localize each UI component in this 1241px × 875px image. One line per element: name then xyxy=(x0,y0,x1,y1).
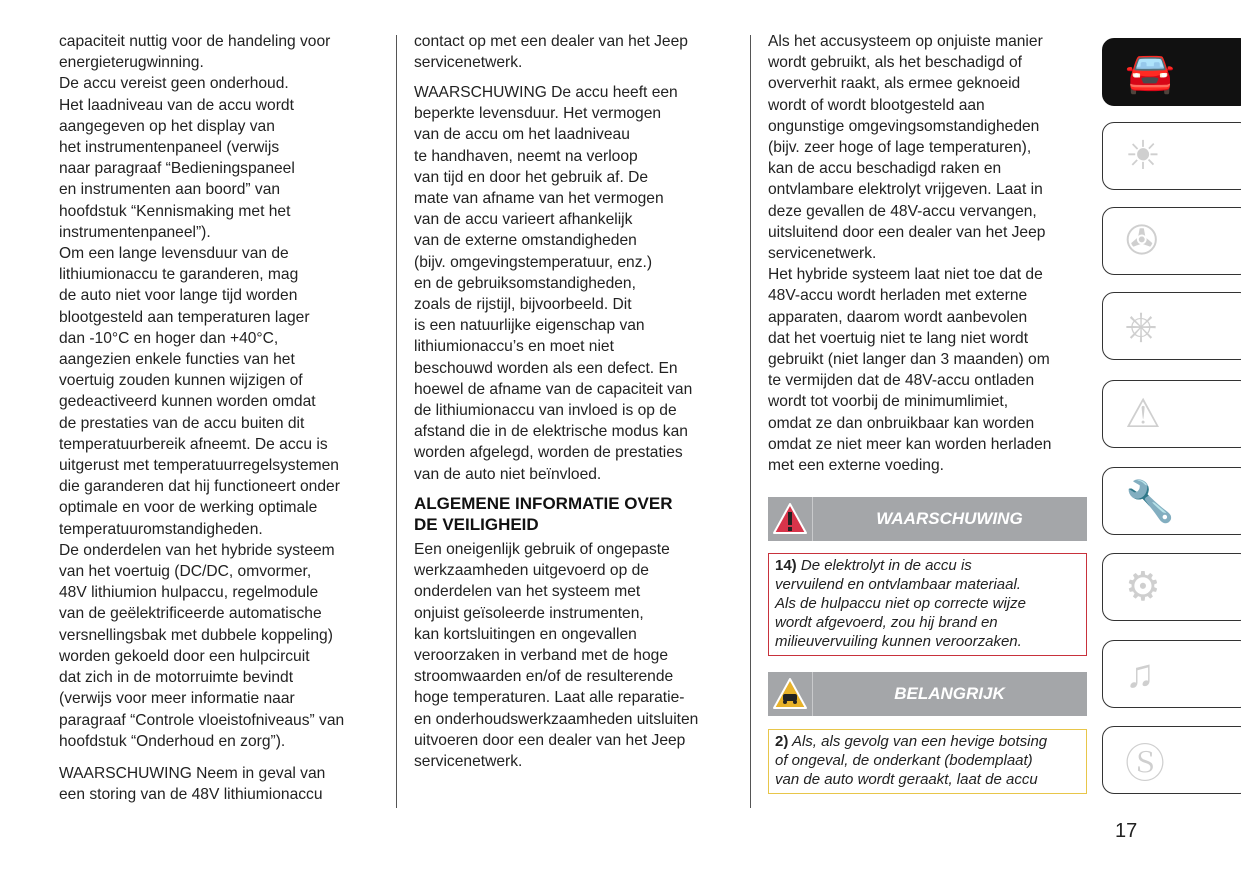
text-line: beperkte levensduur. Het vermogen xyxy=(414,105,662,123)
column-divider xyxy=(750,35,751,808)
note-text xyxy=(775,557,1026,650)
paragraph-battery-info xyxy=(59,31,344,752)
multimedia-icon: ♫ xyxy=(1125,651,1155,696)
key-steering-wheel-icon: ⎈ xyxy=(1125,303,1157,348)
text-line: instrumentenpaneel”). xyxy=(59,223,211,241)
text-line: blootgesteld aan temperaturen lager xyxy=(59,308,310,326)
note-line: De elektrolyt in de accu is xyxy=(800,557,972,574)
text-line: De accu vereist geen onderhoud. xyxy=(59,75,289,93)
chapter-tab[interactable] xyxy=(1102,38,1241,106)
warning-label: WAARSCHUWING xyxy=(876,509,1023,528)
note-line: van de auto wordt geraakt, laat de accu xyxy=(775,771,1038,788)
text-line: van de auto niet beïnvloed. xyxy=(414,465,602,483)
text-line: servicenetwerk. xyxy=(768,245,877,263)
section-heading-safety xyxy=(414,493,672,535)
text-line: die garanderen dat hij functioneert onder xyxy=(59,478,340,496)
note-number: 2) xyxy=(775,733,789,750)
heading-line: ALGEMENE INFORMATIE OVER xyxy=(414,494,673,513)
text-line: Een oneigenlijk gebruik of ongepaste xyxy=(414,541,670,558)
text-line: omdat ze dan onbruikbaar kan worden xyxy=(768,414,1035,432)
note-line: Als de hulpaccu niet op correcte wijze xyxy=(775,595,1026,612)
note-line: vervuilend en ontvlambaar materiaal. xyxy=(775,576,1021,593)
text-line: hoofdstuk “Kennismaking met het xyxy=(59,202,291,220)
text-line: temperatuurbereik afneemt. De accu is xyxy=(59,435,328,453)
chapter-tab[interactable] xyxy=(1102,467,1241,535)
warning-triangle-icon xyxy=(768,497,813,541)
text-line: servicenetwerk. xyxy=(414,753,523,771)
text-line: omdat ze niet meer kan worden herladen xyxy=(768,435,1052,453)
text-line: uitvoeren door een dealer van het Jeep xyxy=(414,731,686,749)
caution-car-icon xyxy=(768,672,813,716)
paragraph-warning-storing xyxy=(59,763,325,805)
text-line: het instrumentenpaneel (verwijs xyxy=(59,139,280,157)
important-banner xyxy=(768,672,1087,716)
text-line: (bijv. omgevingstemperatuur, enz.) xyxy=(414,253,653,271)
paragraph-warning-lifespan xyxy=(414,82,692,485)
airbag-seat-icon: ✇ xyxy=(1125,219,1159,263)
paragraph-contact-dealer xyxy=(414,31,688,73)
text-line: beschouwd worden als een defect. En xyxy=(414,359,678,377)
text-line: temperatuuromstandigheden. xyxy=(59,520,263,538)
index-icon: Ⓢ xyxy=(1125,741,1165,786)
text-line: de auto niet voor lange tijd worden xyxy=(59,287,298,305)
text-line: hoge temperaturen. Laat alle reparatie- xyxy=(414,689,685,707)
text-line: kan de accu beschadigd raken en xyxy=(768,160,1002,178)
important-label: BELANGRIJK xyxy=(894,684,1005,703)
text-line: contact op met een dealer van het Jeep xyxy=(414,33,688,50)
text-line: aangezien enkele functies van het xyxy=(59,351,295,369)
text-line: Het hybride systeem laat niet toe dat de xyxy=(768,266,1043,284)
text-line: werkzaamheden uitgevoerd op de xyxy=(414,562,649,580)
note-text xyxy=(775,733,1047,788)
text-line: van de externe omstandigheden xyxy=(414,232,637,250)
text-line: (verwijs voor meer informatie naar xyxy=(59,690,295,708)
text-line: de prestaties van de accu buiten dit xyxy=(59,414,305,432)
text-line: WAARSCHUWING De accu heeft een xyxy=(414,84,678,101)
text-line: ongunstige omgevingsomstandigheden xyxy=(768,117,1040,135)
paragraph-battery-misuse xyxy=(768,31,1051,476)
chapter-tab[interactable] xyxy=(1102,207,1241,275)
text-line: deze gevallen de 48V-accu vervangen, xyxy=(768,202,1037,220)
text-line: worden gekoeld door een hulpcircuit xyxy=(59,647,310,665)
text-line: dat het voertuig niet te lang niet wordt xyxy=(768,329,1029,347)
text-line: wordt gebruikt, als het beschadigd of xyxy=(768,54,1022,72)
chapter-tab[interactable] xyxy=(1102,122,1241,190)
text-line: 48V-accu wordt herladen met externe xyxy=(768,287,1028,305)
text-line: wordt tot voorbij de minimumlimiet, xyxy=(768,393,1009,411)
text-line: De onderdelen van het hybride systeem xyxy=(59,541,335,559)
text-line: Het laadniveau van de accu wordt xyxy=(59,96,294,114)
text-line: apparaten, daarom wordt aanbevolen xyxy=(768,308,1028,326)
text-line: servicenetwerk. xyxy=(414,54,523,72)
note-line: Als, als gevolg van een hevige botsing xyxy=(791,733,1048,750)
text-line: te handhaven, neemt na verloop xyxy=(414,147,638,165)
text-line: te vermijden dat de 48V-accu ontladen xyxy=(768,372,1035,390)
text-line: versnellingsbak met dubbele koppeling) xyxy=(59,626,333,644)
text-line: lithiumionaccu’s en moet niet xyxy=(414,338,614,356)
car-wrench-icon: 🔧 xyxy=(1125,479,1175,524)
text-line: mate van afname van het vermogen xyxy=(414,190,664,208)
note-line: wordt afgevoerd, zou hij brand en xyxy=(775,614,998,631)
text-line: wordt of wordt blootgesteld aan xyxy=(768,96,985,114)
note-number: 14) xyxy=(775,557,797,574)
text-line: veroorzaken in verband met de hoge xyxy=(414,647,668,665)
column-divider xyxy=(396,35,397,808)
text-line: ontvlambare elektrolyt vrijgeven. Laat in xyxy=(768,181,1043,199)
text-line: naar paragraaf “Bedieningspaneel xyxy=(59,160,295,178)
lights-mail-icon: ☀ xyxy=(1125,134,1161,178)
text-line: gedeactiveerd kunnen worden omdat xyxy=(59,393,316,411)
warning-note xyxy=(768,553,1087,656)
text-line: dan -10°C en hoger dan +40°C, xyxy=(59,329,279,347)
text-line: capaciteit nuttig voor de handeling voor xyxy=(59,33,331,50)
chapter-tab[interactable] xyxy=(1102,380,1241,448)
text-line: 48V lithiumion hulpaccu, regelmodule xyxy=(59,584,319,602)
text-line: en instrumenten aan boord” van xyxy=(59,181,281,199)
text-line: uitsluitend door een dealer van het Jeep xyxy=(768,223,1046,241)
text-line: met een externe voeding. xyxy=(768,457,944,475)
text-line: van de geëlektrificeerde automatische xyxy=(59,605,322,623)
text-line: oververhit raakt, als ermee geknoeid xyxy=(768,75,1021,93)
chapter-tab[interactable] xyxy=(1102,726,1241,794)
text-line: onjuist geïsoleerde instrumenten, xyxy=(414,604,644,622)
text-line: en onderhoudswerkzaamheden uitsluiten xyxy=(414,710,699,728)
warning-banner xyxy=(768,497,1087,541)
text-line: van de accu varieert afhankelijk xyxy=(414,211,633,229)
text-line: onderdelen van het systeem met xyxy=(414,583,641,601)
text-line: hoewel de afname van de capaciteit van xyxy=(414,380,693,398)
note-line: milieuvervuiling kunnen veroorzaken. xyxy=(775,633,1022,650)
car-info-icon: 🚘 xyxy=(1125,50,1175,95)
text-line: lithiumionaccu te garanderen, mag xyxy=(59,266,299,284)
text-line: dat zich in de motorruimte bevindt xyxy=(59,669,294,687)
text-line: energieterugwinning. xyxy=(59,54,204,72)
text-line: Als het accusysteem op onjuiste manier xyxy=(768,33,1043,50)
text-line: van de accu om het laadniveau xyxy=(414,126,630,144)
text-line: worden afgelegd, worden de prestaties xyxy=(414,444,683,462)
chapter-tab[interactable] xyxy=(1102,553,1241,621)
page-number: 17 xyxy=(1115,820,1138,842)
text-line: paragraaf “Controle vloeistofniveaus” van xyxy=(59,711,345,729)
important-note xyxy=(768,729,1087,794)
text-line: is een natuurlijke eigenschap van xyxy=(414,317,645,335)
chapter-tab[interactable] xyxy=(1102,640,1241,708)
text-line: Om een lange levensduur van de xyxy=(59,245,289,263)
text-line: WAARSCHUWING Neem in geval van xyxy=(59,765,326,782)
chapter-tab[interactable] xyxy=(1102,292,1241,360)
text-line: van tijd en door het gebruik af. De xyxy=(414,168,649,186)
paragraph-safety xyxy=(414,539,698,772)
text-line: een storing van de 48V lithiumionaccu xyxy=(59,786,323,804)
text-line: zoals de rijstijl, bijvoorbeeld. Dit xyxy=(414,296,632,314)
text-line: stroomwaarden en/of de resulterende xyxy=(414,668,674,686)
list-gear-icon: ⚙ xyxy=(1125,565,1161,609)
text-line: aangegeven op het display van xyxy=(59,117,275,135)
text-line: voertuig zouden kunnen wijzigen of xyxy=(59,372,303,390)
text-line: optimale en voor de werking optimale xyxy=(59,499,318,517)
text-line: van het voertuig (DC/DC, omvormer, xyxy=(59,563,312,581)
text-line: kan kortsluitingen en ongevallen xyxy=(414,625,637,643)
text-line: de lithiumionaccu van invloed is op de xyxy=(414,402,677,420)
text-line: uitgerust met temperatuurregelsystemen xyxy=(59,457,339,475)
text-line: (bijv. zeer hoge of lage temperaturen), xyxy=(768,139,1032,157)
text-line: en de gebruiksomstandigheden, xyxy=(414,274,636,292)
text-line: afstand die in de elektrische modus kan xyxy=(414,423,688,441)
heading-line: DE VEILIGHEID xyxy=(414,515,539,534)
note-line: of ongeval, de onderkant (bodemplaat) xyxy=(775,752,1033,769)
car-warning-triangle-icon: ⚠ xyxy=(1125,392,1161,436)
text-line: hoofdstuk “Onderhoud en zorg”). xyxy=(59,732,286,750)
text-line: gebruikt (niet langer dan 3 maanden) om xyxy=(768,351,1050,369)
